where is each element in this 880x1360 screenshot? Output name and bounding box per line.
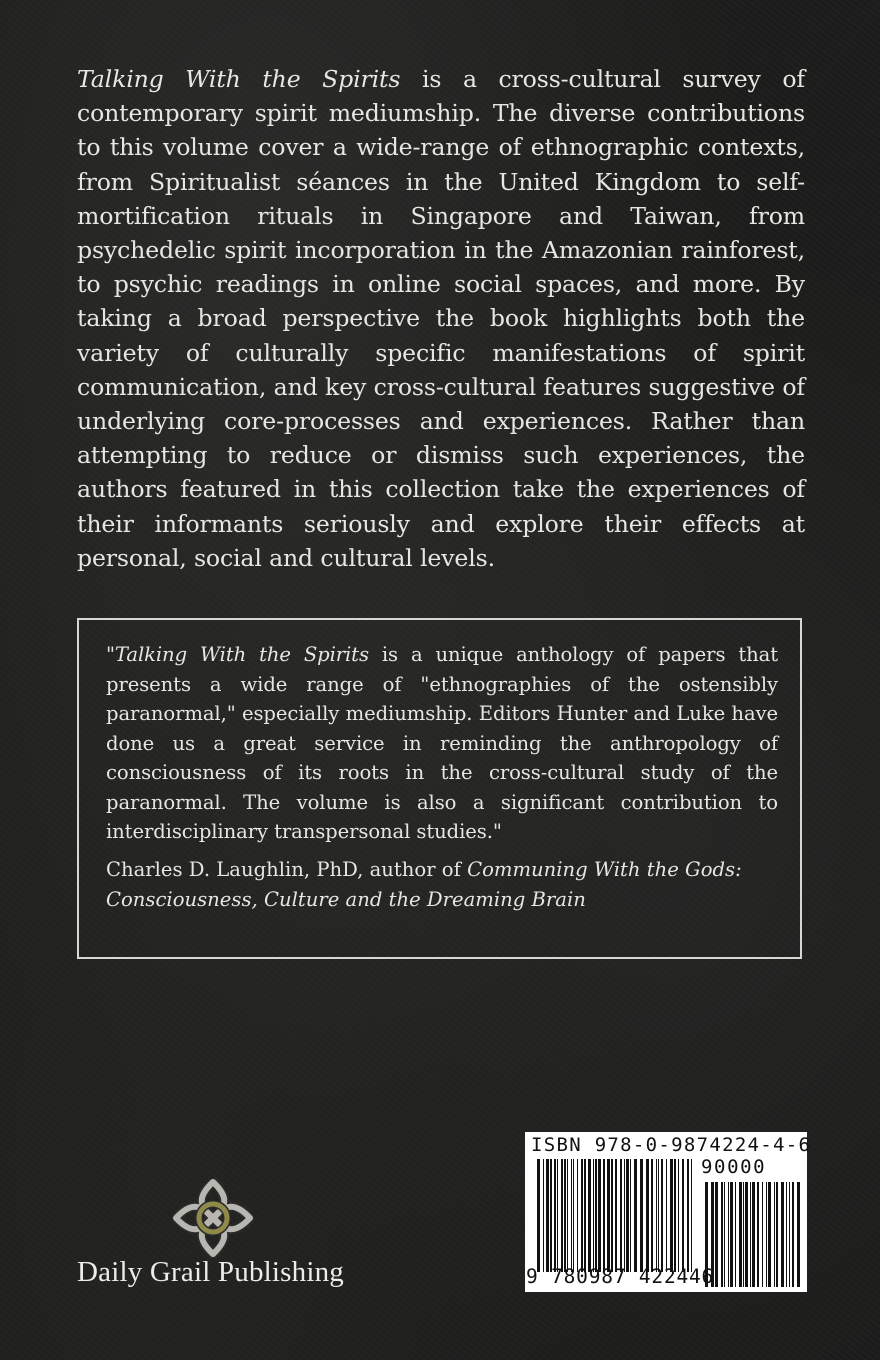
addon-number: 90000 (701, 1156, 767, 1178)
description-text: is a cross-cultural survey of contemporary spirit mediumship. The diverse contributions to this volume cover a wide-range of ethnographic contexts, from Spiritualist séances in the United Kingdom to self-mortification rituals in Singapore and Taiwan, from psychedelic spirit incorporation in the Amazonian rainforest, to psychic readings in online social spaces, and more. By taking a broad perspective the book highlights both the variety of culturally specific manifestations of spirit communication, and key cross-cultural features suggestive of underlying core-processes and experiences. Rather than attempting to reduce or dismiss such experiences, the authors featured in this collection take the experiences of their informants seriously and explore their effects at personal, social and cultural levels. (77, 65, 805, 572)
reviewer-name: Charles D. Laughlin, PhD, author of (106, 858, 468, 881)
book-title: Talking With the Spirits (77, 65, 401, 93)
review-quote (106, 640, 778, 847)
review-quote-text: is a unique anthology of papers that presents a wide range of "ethnographies of the ostensibly paranormal," especially mediumship. Editors Hunter and Luke have done us a great service in reminding the anthropology of consciousness of its roots in the cross-cultural study of the paranormal. The volume is also a significant contribution to interdisciplinary transpersonal studies." (106, 643, 778, 843)
isbn-barcode (525, 1132, 812, 1292)
review-box (77, 618, 802, 959)
review-attribution (106, 855, 778, 914)
publisher-name: Daily Grail Publishing (77, 1256, 345, 1288)
reviewer-book-title: Communing With the Gods: Consciousness, Culture and the Dreaming Brain (106, 858, 742, 911)
review-book-title: Talking With the Spirits (114, 643, 369, 666)
celtic-knot-icon (172, 1178, 254, 1258)
open-quote-mark: " (106, 643, 115, 666)
isbn-label: ISBN 978-0-9874224-4-6 (531, 1134, 812, 1156)
description-paragraph (77, 62, 805, 575)
barcode-digits: 9 780987 422446 (526, 1265, 715, 1288)
